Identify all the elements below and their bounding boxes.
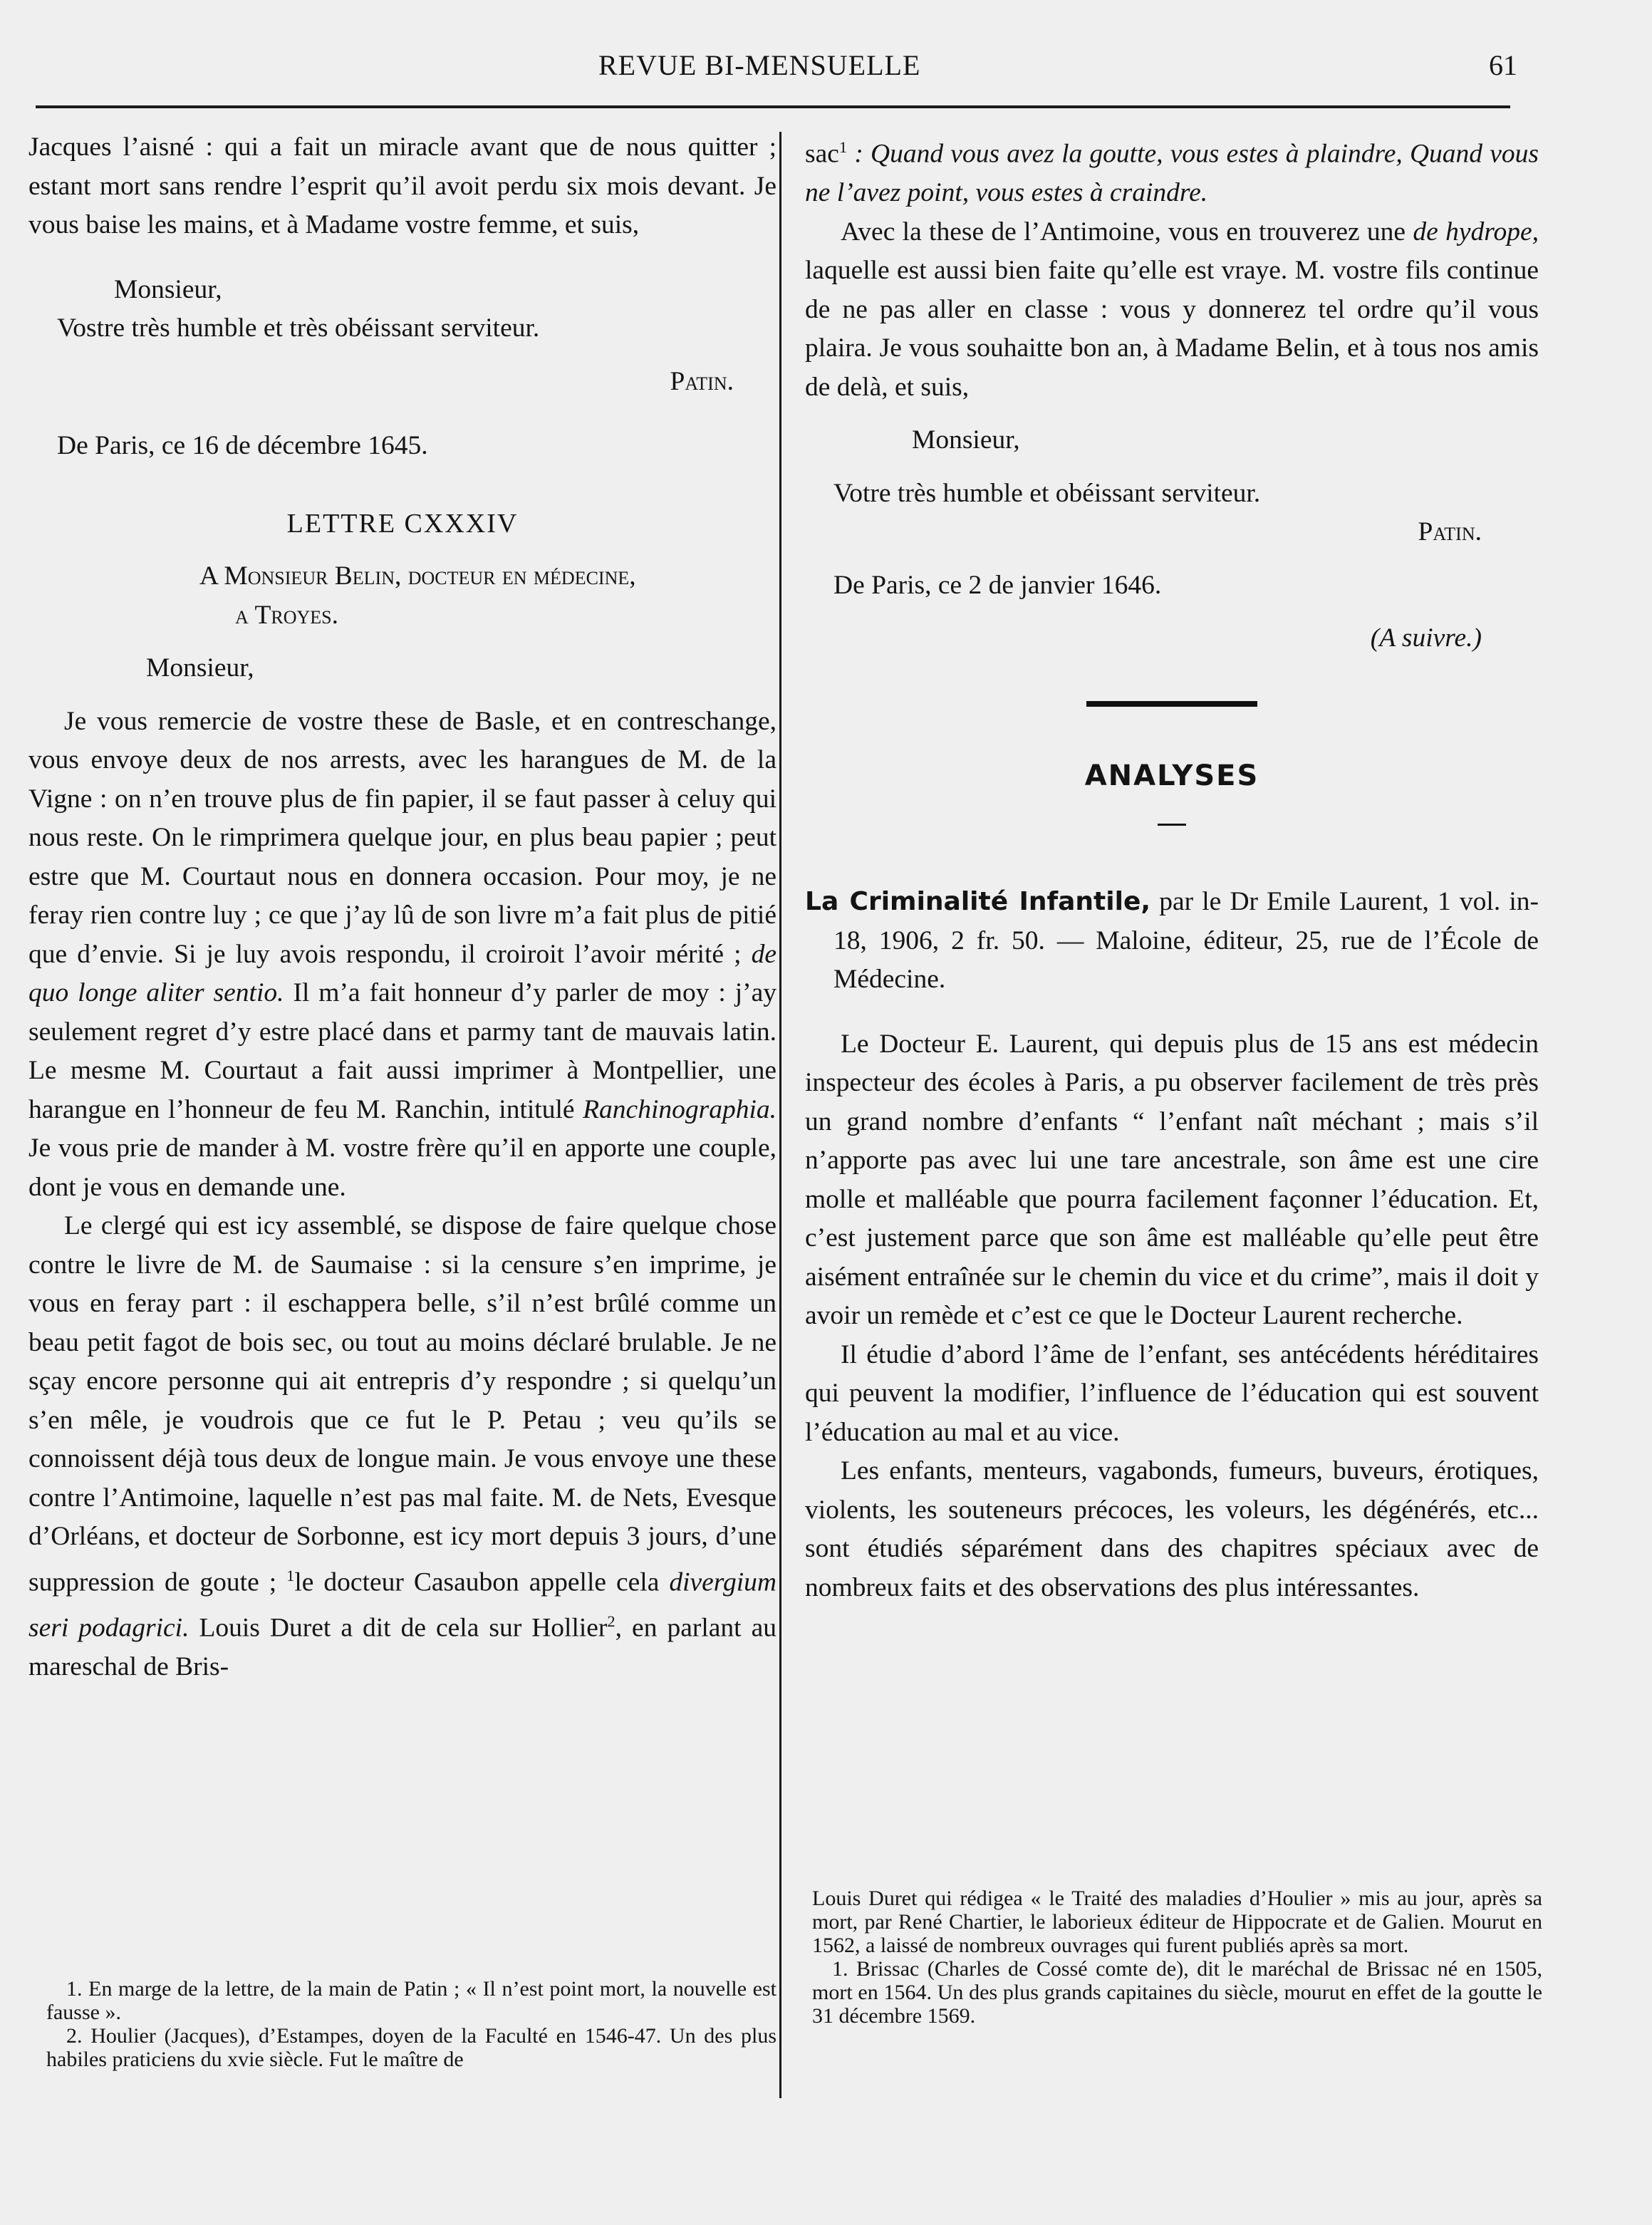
to-be-continued: (A suivre.) [1370,623,1482,653]
letter-paragraph-2: Le clergé qui est icy assemblé, se dispose de faire quelque chose contre le livre de M. de Saumaise : si la censure s’en imprime, je vous en feray part : il eschappera belle, s’il n’est brûlé comme un beau petit fagot de bois sec, ou tout au moins déclaré brulable. Je ne sçay encore personne qui ait entrepris d’y respondre ; si quelqu’un s’en mêle, je voudrois que ce fut le P. Petau ; veu qu’ils se connoissent déjà tous deux de longue main. Je vous envoye une these contre l’Antimoine, laquelle n’est pas mal faite. M. de Nets, Evesque d’Orléans, et docteur de Sorbonne, est icy mort depuis 3 jours, d’une suppression de goute ; $^1$le docteur Casaubon appelle cela divergium seri podagrici. Louis Duret a dit de cela sur Hollier$^2$, en parlant au mareschal de Bris- [28,1211,776,1681]
column-divider [779,132,781,2098]
footnote-ref: 2 [607,1612,615,1630]
quotation-paragraph: sac$^1$ : Quand vous avez la goutte, vous estes à plaindre, Quand vous ne l’avez point, vous estes à craindre. [805,138,1539,207]
left-column [28,128,776,1686]
letter-address-line2: a Troyes. [235,600,338,630]
page-number: 61 [1489,49,1517,81]
right-column [805,128,1539,1607]
review-paragraph-1: Le Docteur E. Laurent, qui depuis plus de 15 ans est médecin inspecteur des écoles à Paris, a pu observer facilement de très près un grand nombre d’enfants “ l’enfant naît méchant ; mais s’il n’apporte pas avec lui une tare ancestrale, son âme est une cire molle et malléable que pourra facilement façonner l’éducation. Et, c’est justement parce que son âme est malléable qu’elle peut être aisément entraînée sur le chemin du vice et du crime”, mais il doit y avoir un remède et c’est ce que le Docteur Laurent recherche. [805,1029,1539,1330]
section-rule [1086,701,1257,707]
footnote-continuation: Louis Duret qui rédigea « le Traité des maladies d’Houlier » mis au jour, après sa mort, par René Chartier, le laborieux éditeur de Hippocrate et de Galien. Mourut en 1562, a laissé de nombreux ouvrages qui furent publiés après sa mort. [812,1887,1542,1957]
footnote: 2. Houlier (Jacques), d’Estampes, doyen de la Faculté en 1546-47. Un des plus habiles praticiens du xvie siècle. Fut le maître de [46,2024,776,2071]
letter-address-line1: A Monsieur Belin, docteur en médecine, [199,561,636,591]
page-header [28,43,1517,85]
letter-title: LETTRE CXXXIV [286,508,519,539]
running-title: REVUE BI-MENSUELLE [598,49,921,81]
book-title: La Criminalité Infantile, [805,887,1151,916]
closing-salutation: Monsieur, [912,425,1020,455]
footnote: 1. Brissac (Charles de Cossé comte de), dit le maréchal de Brissac né en 1505, mort en 1564. Un des plus grands capitaines du siècle, mourut en effet de la goutte le 31 décembre 1569. [812,1957,1542,2028]
book-reference: La Criminalité Infantile, par le Dr Emile Laurent, 1 vol. in-18, 1906, 2 fr. 50. — Maloine, éditeur, 25, rue de l’École de Médecine. [805,887,1539,994]
footnote-ref: 1 [286,1566,295,1585]
signature: Patin. [1418,517,1482,546]
right-footnotes [812,1887,1542,2028]
signature: Patin. [670,366,734,396]
footnote-ref: 1 [838,138,848,156]
review-paragraph-2: Il étudie d’abord l’âme de l’enfant, ses antécédents héréditaires qui peuvent la modifier, l’influence de l’éducation qui est souvent l’éducation au mal et au vice. [805,1339,1539,1447]
dateline: De Paris, ce 2 de janvier 1646. [833,570,1162,600]
letter-closing-paragraph: Jacques l’aisné : qui a fait un miracle avant que de nous quitter ; estant mort sans rendre l’esprit qu’il avoit perdu six mois devant. Je vous baise les mains, et à Madame vostre femme, et suis, [28,133,776,239]
closing-salutation: Monsieur, [114,274,222,304]
header-rule [36,105,1510,108]
letter-paragraph-3: Avec la these de l’Antimoine, vous en trouverez une de hydrope, laquelle est aussi bien faite qu’elle est vraye. M. vostre fils continue de ne pas aller en classe : vous y donnerez tel ordre qu’il vous plaira. Je vous souhaitte bon an, à Madame Belin, et à tous nos amis de delà, et suis, [805,217,1539,402]
letter-paragraph-1: Je vous remercie de vostre these de Basle, et en contreschange, vous envoye deux de nos arrests, avec les harangues de M. de la Vigne : on n’en trouve plus de fin papier, il se faut passer à celuy qui nous reste. On le rimprimera quelque jour, en plus beau papier ; peut estre que M. Courtaut nous en donnera occasion. Pour moy, je ne feray rien contre luy ; ce que j’ay lû de son livre m’a fait plus de pitié que d’envie. Si je luy avois respondu, il croiroit l’avoir mérité ; de quo longe aliter sentio. Il m’a fait honneur d’y parler de moy : j’ay seulement regret d’y estre placé dans et parmy tant de mauvais latin. Le mesme M. Courtaut a fait aussi imprimer à Montpellier, une harangue en l’honneur de feu M. Ranchin, intitulé Ranchinographia. Je vous prie de mander à M. vostre frère qu’il en apporte une couple, dont je vous en demande une. [28,706,777,1202]
closing-formula: Votre très humble et obéissant serviteur. [833,478,1261,508]
letter-greeting: Monsieur, [146,653,254,683]
footnote: 1. En marge de la lettre, de la main de Patin ; « Il n’est point mort, la nouvelle est fausse ». [46,1977,776,2024]
closing-formula: Vostre très humble et très obéissant serviteur. [57,313,540,343]
section-heading: ANALYSES [1084,759,1259,792]
dateline: De Paris, ce 16 de décembre 1645. [57,431,428,460]
review-paragraph-3: Les enfants, menteurs, vagabonds, fumeurs, buveurs, érotiques, violents, les souteneurs précoces, les voleurs, les dégénérés, etc... sont étudiés séparément dans des chapitres spéciaux avec de nombreux faits et des observations des plus intéressantes. [805,1456,1539,1602]
left-footnotes [46,1977,776,2071]
